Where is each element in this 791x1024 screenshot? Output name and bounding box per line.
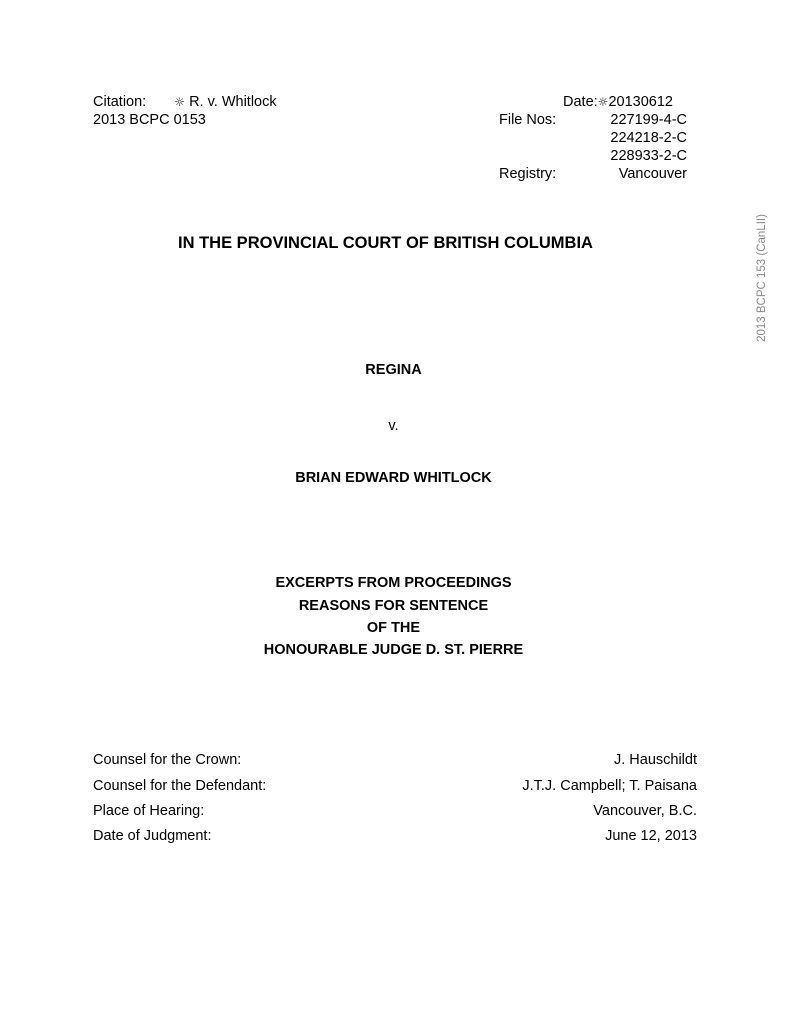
detail-value-place-of-hearing: Vancouver, B.C. (593, 803, 697, 819)
court-title: IN THE PROVINCIAL COURT OF BRITISH COLUMBIA (178, 234, 593, 252)
detail-value-date-of-judgment: June 12, 2013 (605, 828, 697, 844)
citation-label: Citation: (93, 94, 147, 110)
citation-line (93, 94, 277, 111)
registry-value: Vancouver (618, 166, 687, 182)
document-title-line-1: EXCERPTS FROM PROCEEDINGS (275, 575, 512, 591)
detail-label-place-of-hearing: Place of Hearing: (93, 803, 205, 819)
date-label: Date: (563, 94, 598, 110)
document-title-line-4: HONOURABLE JUDGE D. ST. PIERRE (263, 642, 524, 658)
citation-symbol-icon: ☼ (174, 95, 186, 109)
registry-label: Registry: (499, 166, 557, 182)
defendant-name: BRIAN EDWARD WHITLOCK (295, 470, 492, 486)
date-line (563, 94, 673, 111)
detail-label-defence-counsel: Counsel for the Defendant: (93, 778, 267, 794)
date-symbol-icon: ☼ (597, 95, 609, 109)
canlii-watermark: 2013 BCPC 153 (CanLII) (756, 214, 768, 342)
versus-label: v. (388, 418, 399, 434)
file-no-2: 224218-2-C (610, 130, 687, 146)
citation-number: 2013 BCPC 0153 (93, 112, 206, 128)
document-title-line-3: OF THE (366, 620, 421, 636)
plaintiff-name: REGINA (365, 362, 422, 378)
detail-value-crown-counsel: J. Hauschildt (613, 752, 697, 768)
document-title-line-2: REASONS FOR SENTENCE (298, 598, 489, 614)
detail-label-crown-counsel: Counsel for the Crown: (93, 752, 242, 768)
detail-value-defence-counsel: J.T.J. Campbell; T. Paisana (522, 778, 697, 794)
detail-label-date-of-judgment: Date of Judgment: (93, 828, 212, 844)
file-no-1: 227199-4-C (610, 112, 687, 128)
date-value: 20130612 (608, 94, 673, 110)
file-nos-label: File Nos: (499, 112, 557, 128)
file-no-3: 228933-2-C (610, 148, 687, 164)
citation-value: R. v. Whitlock (189, 94, 277, 110)
